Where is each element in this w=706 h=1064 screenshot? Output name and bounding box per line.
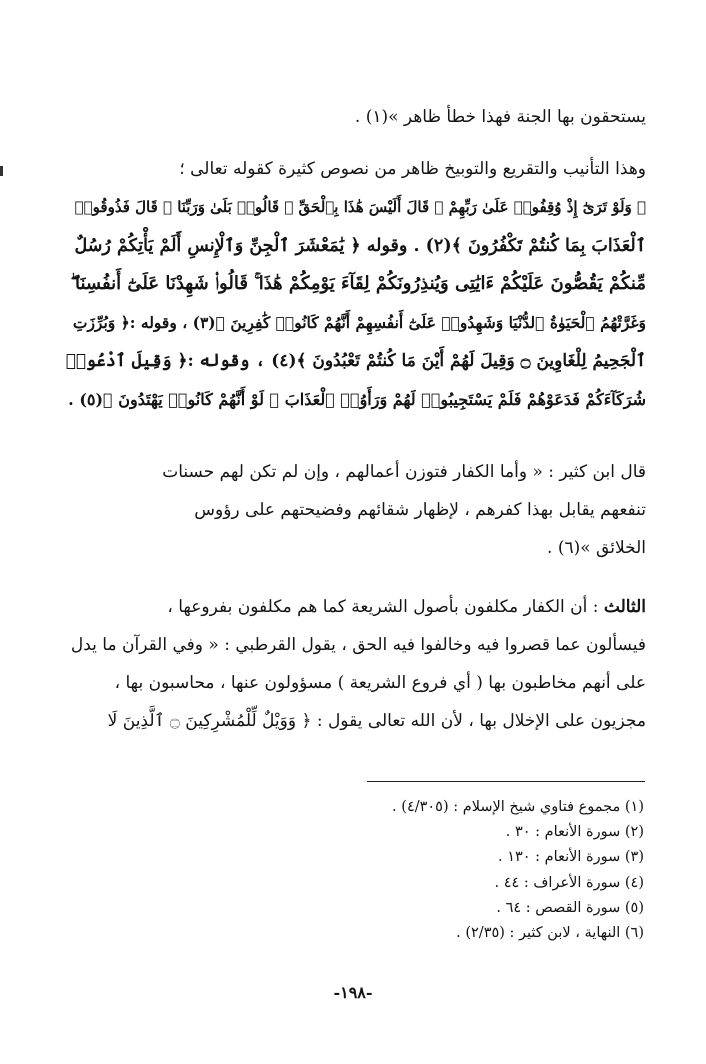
section-heading: الثالث [603,597,646,617]
paragraph-line: مجزيون على الإخلال بها ، لأن الله تعالى يقول : ﴿ وَوَيْلٌ لِّلْمُشْرِكِينَ ۝ ٱلَّذِينَ لَا [107,711,646,731]
footnote-item: (١) مجموع فتاوي شيخ الإسلام : (٤/٣٠٥) . [392,799,644,815]
footnote-item: (٦) النهاية ، لابن كثير : (٢/٣٥) . [456,925,644,942]
page-number: -١٩٨- [333,983,373,1002]
quran-verse-line: ٱلْعَذَابَ بِمَا كُنتُمْ تَكْفُرُونَ ﴾(٢) . وقوله ﴿ يَٰمَعْشَرَ ٱلْجِنِّ وَٱلْإِنسِ أَلَمْ يَأْتِكُمْ رُسُلٌ [74,235,646,256]
paragraph-line: على أنهم مخاطبون بها ( أي فروع الشريعة ) مسؤولون عنها ، محاسبون بها ، [114,673,646,693]
intro-paragraph [60,98,646,136]
footnotes-list [244,795,644,946]
footnote-item: (٤) سورة الأعراف : ٤٤ . [494,874,644,891]
paragraph-line: فيسألون عما قصروا فيه وخالفوا فيه الحق ، يقول القرطبي : « وفي القرآن ما يدل [70,635,646,655]
quran-verse-line: ﴿ وَلَوْ تَرَىٰٓ إِذْ وُقِفُوا۟ عَلَىٰ رَبِّهِمْ ۚ قَالَ أَلَيْسَ هَٰذَا بِٱلْحَقِّ ۚ قَالُوا۟ بَلَىٰ وَرَبِّنَا ۚ قَالَ فَذُوقُوا۟ [74,198,646,216]
quran-intro-line: وهذا التأنيب والتقريع والتوبيخ ظاهر من نصوص كثيرة كقوله تعالى ؛ [179,159,646,179]
quran-verse-line: ٱلْجَحِيمُ لِلْغَاوِينَ ۝ وَقِيلَ لَهُمْ أَيْنَ مَا كُنتُمْ تَعْبُدُونَ ﴾(٤) ، وقوله :﴿ وَقِيلَ ٱدْعُوا۟ [65,351,646,371]
paragraph-line: قال ابن كثير : « وأما الكفار فتوزن أعمالهم ، وإن لم تكن لهم حسنات [162,462,646,482]
paragraph-line [60,588,646,626]
footnote-item: (٣) سورة الأنعام : ١٣٠ . [497,849,644,866]
scan-edge-mark [0,166,3,176]
intro-line: يستحقون بها الجنة فهذا خطأ ظاهر »(١) . [354,107,646,127]
quran-paragraph [60,150,646,419]
quran-verse-line: مِّنكُمْ يَقُصُّونَ عَلَيْكُمْ ءَايَٰتِى وَيُنذِرُونَكُمْ لِقَآءَ يَوْمِكُمْ هَٰذَا ۚ قَالُوا۟ شَهِدْنَا عَلَىٰٓ أَنفُسِنَا ۖ [70,273,646,294]
quran-verse-line: وَغَرَّتْهُمُ ٱلْحَيَوٰةُ ٱلدُّنْيَا وَشَهِدُوا۟ عَلَىٰٓ أَنفُسِهِمْ أَنَّهُمْ كَانُوا۟ كَٰفِرِينَ ﴾(٣) ، وقوله :﴿ وَبُرِّزَتِ [72,312,646,332]
heading-continuation: : أن الكفار مكلفون بأصول الشريعة كما هم مكلفون بفروعها ، [167,597,604,617]
paragraph-line: الخلائق »(٦) . [547,538,646,558]
paragraph-line: تنفعهم يقابل بهذا كفرهم ، لإظهار شقائهم وفضيحتهم على رؤوس [194,500,646,520]
third-point-paragraph [60,588,646,740]
footnote-item: (٢) سورة الأنعام : ٣٠ . [505,824,644,841]
footnote-divider [367,781,645,782]
footnote-item: (٥) سورة القصص : ٦٤ . [496,899,644,916]
quran-verse-line: شُرَكَآءَكُمْ فَدَعَوْهُمْ فَلَمْ يَسْتَجِيبُوا۟ لَهُمْ وَرَأَوُا۟ ٱلْعَذَابَ ۚ لَوْ أَنَّهُمْ كَانُوا۟ يَهْتَدُونَ ﴾(٥) . [68,389,646,409]
ibn-kathir-paragraph [60,453,646,567]
